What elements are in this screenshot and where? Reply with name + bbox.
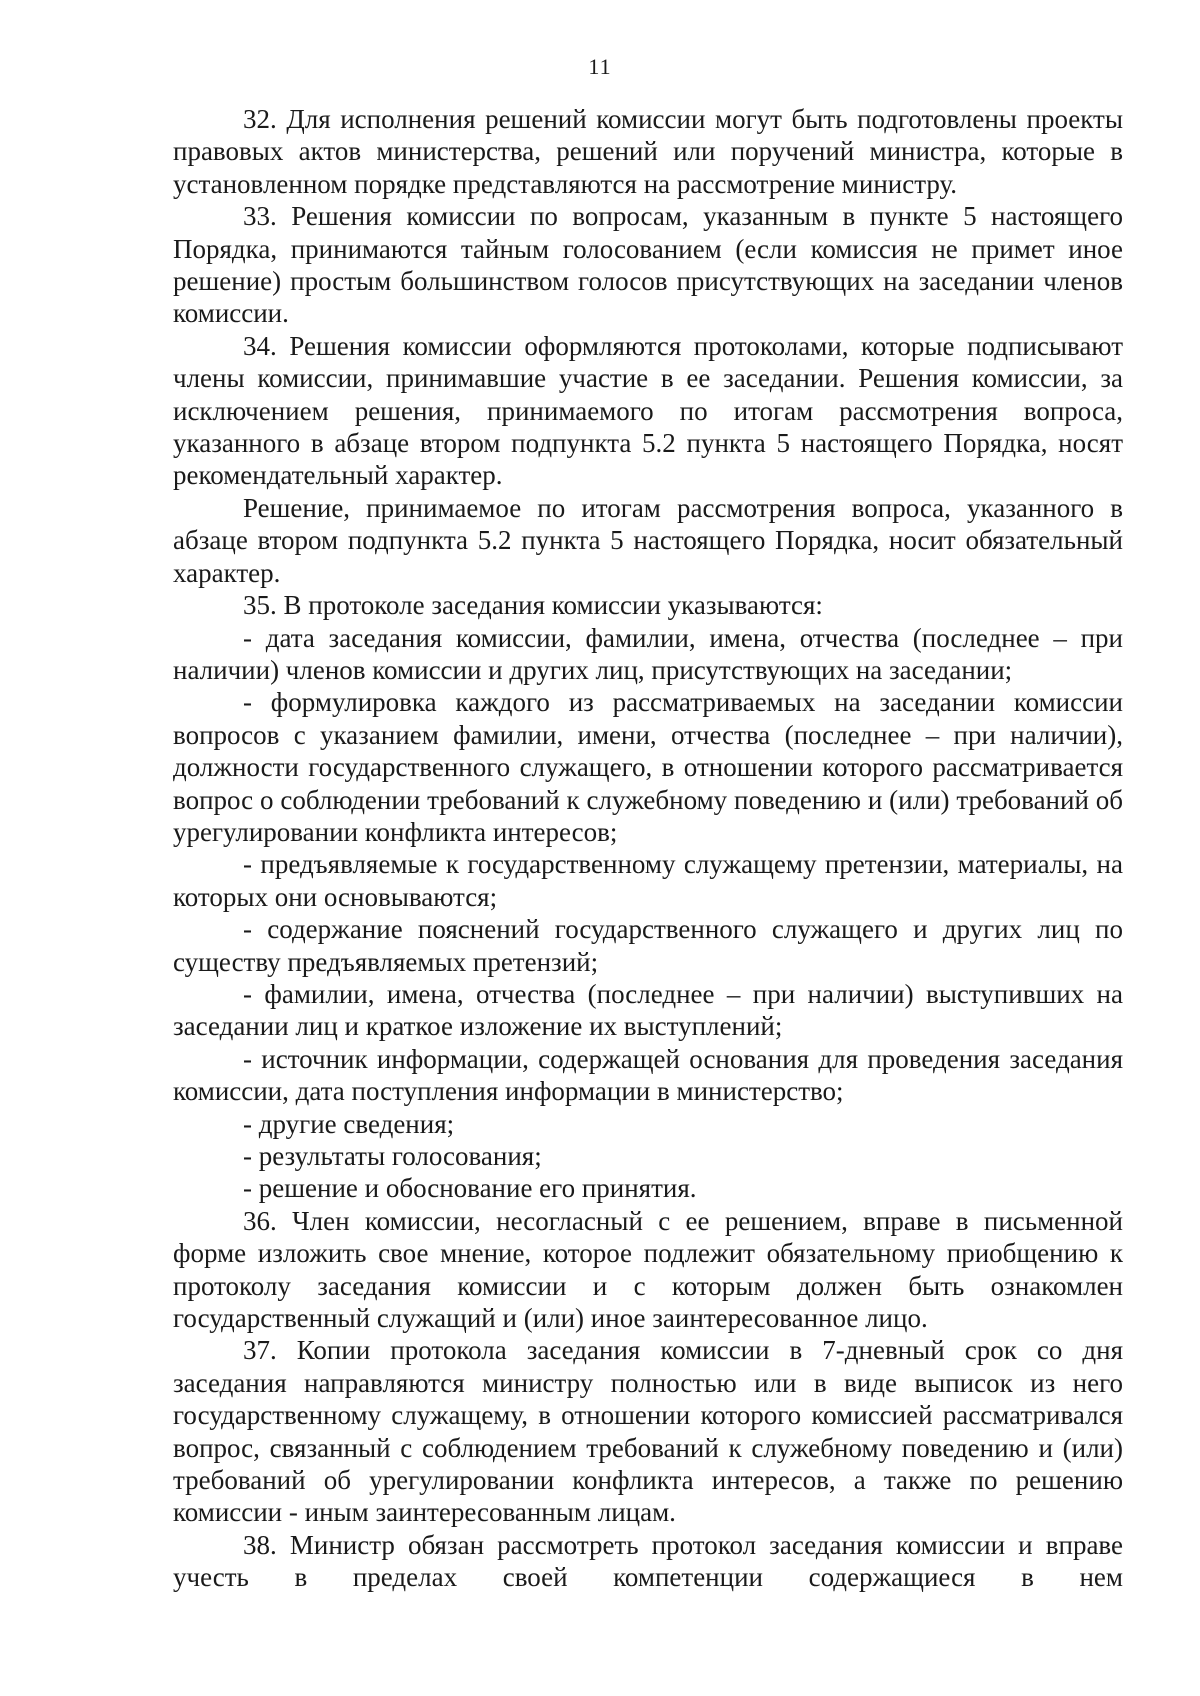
- list-item-voting: - результаты голосования;: [243, 1141, 542, 1171]
- paragraph-37: 37. Копии протокола заседания комиссии в 7-дневный срок со дня заседания направляются министру полностью или в виде выписок из него государственному служащему, в отношении которого комиссией рассматривался вопрос, связанный с соблюдением требований к служебному поведению и (или) требований об урегулировании конфликта интересов, а также по решению комиссии - иным заинтересованным лицам.: [173, 1335, 1123, 1528]
- paragraph-33: 33. Решения комиссии по вопросам, указанным в пункте 5 настоящего Порядка, принимаются тайным голосованием (если комиссия не примет иное решение) простым большинством голосов присутствующих на заседании членов комиссии.: [173, 201, 1123, 329]
- paragraph-36: 36. Член комиссии, несогласный с ее решением, вправе в письменной форме изложить свое мнение, которое подлежит обязательному приобщению к протоколу заседания комиссии и с которым должен быть ознакомлен государственный служащий и (или) иное заинтересованное лицо.: [173, 1205, 1123, 1334]
- list-item-date: - дата заседания комиссии, фамилии, имена, отчества (последнее – при наличии) членов комиссии и других лиц, присутствующих на заседании;: [173, 622, 1123, 685]
- list-item-explanations: - содержание пояснений государственного служащего и других лиц по существу предъявляемых претензий;: [173, 914, 1123, 977]
- list-item-source: - источник информации, содержащей основания для проведения заседания комиссии, дата поступления информации в министерство;: [173, 1043, 1123, 1107]
- list-item-claims: - предъявляемые к государственному служащему претензии, материалы, на которых они основываются;: [173, 849, 1123, 912]
- paragraph-32: 32. Для исполнения решений комиссии могут быть подготовлены проекты правовых актов министерства, решений или поручений министра, которые в установленном порядке представляются на рассмотрение министру.: [173, 104, 1123, 199]
- list-item-speakers: - фамилии, имена, отчества (последнее – при наличии) выступивших на заседании лиц и краткое изложение их выступлений;: [173, 978, 1123, 1042]
- paragraph-34: 34. Решения комиссии оформляются протоколами, которые подписывают члены комиссии, принимавшие участие в ее заседании. Решения комиссии, за исключением решения, принимаемого по итогам рассмотрения вопроса, указанного в абзаце втором подпункта 5.2 пункта 5 настоящего Порядка, носят рекомендательный характер.: [173, 330, 1123, 491]
- paragraph-38: 38. Министр обязан рассмотреть протокол заседания комиссии и вправе учесть в пределах своей компетенции содержащиеся в нем: [173, 1529, 1123, 1593]
- list-item-questions: - формулировка каждого из рассматриваемых на заседании комиссии вопросов с указанием фамилии, имени, отчества (последнее – при наличии), должности государственного служащего, в отношении которого рассматривается вопрос о соблюдении требований к служебному поведению и (или) требований об урегулировании конфликта интересов;: [173, 687, 1123, 847]
- paragraph-34-decision: Решение, принимаемое по итогам рассмотрения вопроса, указанного в абзаце втором подпункта 5.2 пункта 5 настоящего Порядка, носит обязательный характер.: [173, 492, 1123, 588]
- document-body: [173, 103, 1123, 1594]
- paragraph-35: 35. В протоколе заседания комиссии указываются:: [243, 590, 823, 621]
- page-number: 11: [588, 54, 612, 79]
- list-item-other: - другие сведения;: [243, 1108, 455, 1139]
- list-item-decision: - решение и обоснование его принятия.: [243, 1173, 697, 1204]
